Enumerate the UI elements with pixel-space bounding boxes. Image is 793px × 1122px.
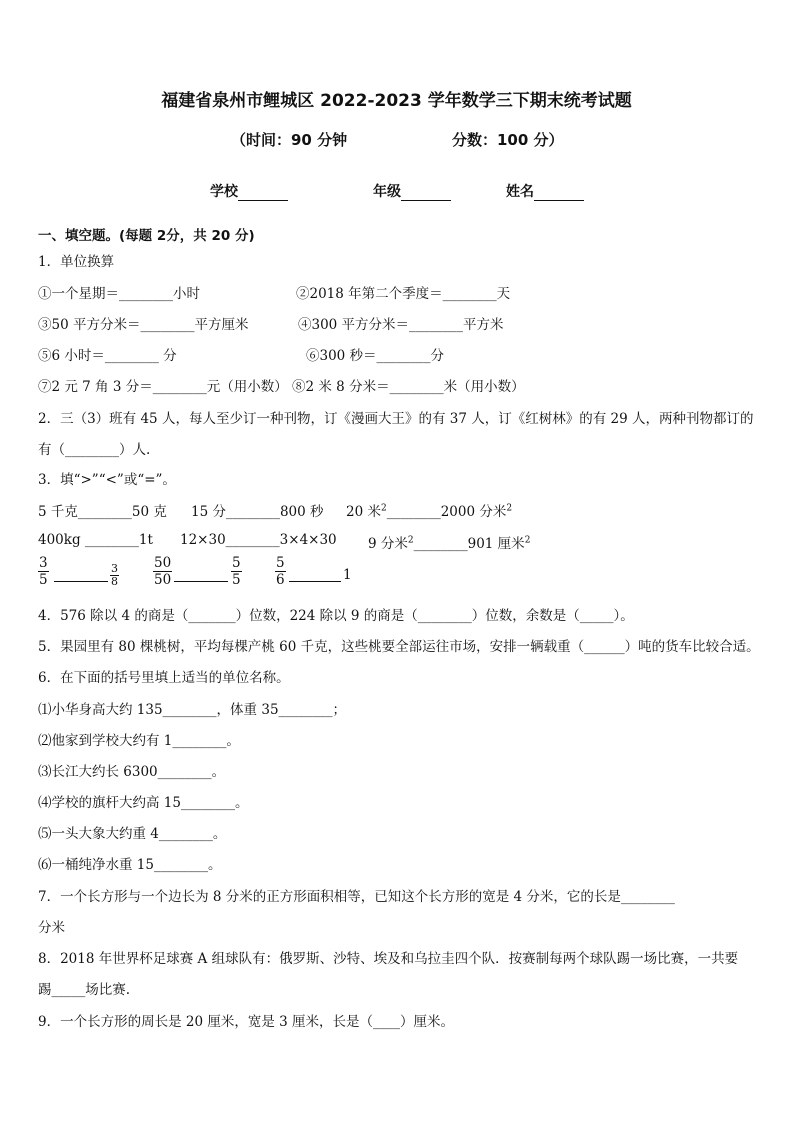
q3-compare-3-left: 20 米: [346, 504, 381, 520]
q3-compare-6-right: ________901 厘米: [413, 536, 525, 552]
numerator: 50: [154, 555, 172, 571]
fraction-50-50: [153, 555, 172, 588]
q3-compare-1: 5 千克________50 克: [38, 504, 167, 520]
numerator: 3: [111, 562, 118, 575]
q3-compare-6: [368, 532, 530, 552]
q3-compare-3-right: ________2000 分米: [386, 504, 507, 520]
q2-line-1: 2．三（3）班有 45 人，每人至少订一种刊物，订《漫画大王》的有 37 人，订《红树林》的有 29 人，两种刊物都订的: [38, 411, 754, 427]
section-heading: 一、填空题。(每题 2分，共 20 分): [38, 228, 255, 244]
q6-item-2: ⑵他家到学校大约有 1________。: [38, 733, 240, 749]
q9: 9．一个长方形的周长是 20 厘米，宽是 3 厘米，长是（____）厘米。: [38, 1014, 455, 1030]
answer-blank: [289, 581, 341, 582]
square-mark: 2: [506, 503, 513, 514]
q3-compare-3: [346, 500, 512, 520]
q1-item-3: ③50 平方分米＝________平方厘米: [38, 317, 249, 333]
numerator: 5: [232, 555, 241, 571]
answer-blank: [174, 581, 228, 582]
grade-field: [373, 181, 451, 201]
q6-item-4: ⑷学校的旗杆大约高 15________。: [38, 795, 249, 811]
q2-line-2: 有（________）人.: [38, 442, 151, 458]
school-label: 学校: [210, 184, 238, 200]
q5: 5．果园里有 80 棵桃树，平均每棵产桃 60 千克，这些桃要全部运往市场，安排一辆载重（______）吨的货车比较合适。: [38, 639, 760, 655]
q1-item-7-8: ⑦2 元 7 角 3 分＝________元（用小数） ⑧2 米 8 分米＝________米（用小数）: [38, 379, 525, 395]
denominator: 50: [154, 572, 172, 588]
square-mark: 2: [524, 535, 531, 546]
exam-time: （时间：90 分钟: [231, 131, 348, 149]
name-field: [506, 181, 584, 201]
fraction-5-5: [231, 555, 242, 588]
fraction-3-5: [38, 555, 49, 588]
q3-compare-4: 400kg ________1t: [38, 532, 153, 548]
q7-line-1: 7．一个长方形与一个边长为 8 分米的正方形面积相等，已知这个长方形的宽是 4 分米，它的长是________: [38, 889, 675, 905]
q1-item-6: ⑥300 秒＝________分: [306, 348, 445, 364]
numerator: 3: [39, 555, 48, 571]
denominator: 8: [111, 575, 118, 588]
q3-title: 3．填“>”“<”或“=”。: [38, 472, 176, 488]
q3-compare-6-left: 9 分米: [368, 536, 408, 552]
q6-item-5: ⑸一头大象大约重 4________。: [38, 826, 227, 842]
q1-item-4: ④300 平方分米＝________平方米: [298, 317, 504, 333]
numerator: 5: [276, 555, 285, 571]
q1-item-5: ⑤6 小时＝________ 分: [38, 348, 177, 364]
q1-title: 1．单位换算: [38, 254, 115, 270]
grade-label: 年级: [373, 184, 401, 200]
denominator: 5: [232, 572, 241, 588]
q6-title: 6．在下面的括号里填上适当的单位名称。: [38, 670, 290, 686]
denominator: 5: [39, 572, 48, 588]
school-blank: [238, 186, 288, 201]
grade-blank: [401, 186, 451, 201]
fraction-5-6: [275, 555, 286, 588]
fraction-3-8: [110, 563, 119, 588]
denominator: 6: [276, 572, 285, 588]
answer-blank: [54, 581, 108, 582]
q1-item-1: ①一个星期＝________小时: [38, 286, 200, 302]
name-blank: [534, 186, 584, 201]
q3-compare-5: 12×30________3×4×30: [180, 532, 337, 548]
q3-compare-2: 15 分________800 秒: [191, 504, 324, 520]
q6-item-3: ⑶长江大约长 6300________。: [38, 764, 226, 780]
name-label: 姓名: [506, 184, 534, 200]
q8-line-2: 踢_____场比赛.: [38, 982, 131, 998]
q8-line-1: 8．2018 年世界杯足球赛 A 组球队有：俄罗斯、沙特、埃及和乌拉圭四个队．按赛制每两个球队踢一场比赛，一共要: [38, 951, 739, 967]
q7-line-2: 分米: [38, 920, 65, 936]
q1-item-2: ②2018 年第二个季度＝________天: [296, 286, 511, 302]
exam-score: 分数：100 分）: [452, 131, 564, 149]
school-field: [210, 181, 288, 201]
q6-item-1: ⑴小华身高大约 135________，体重 35________；: [38, 702, 347, 718]
q6-item-6: ⑹一桶纯净水重 15________。: [38, 857, 222, 873]
number-one: 1: [343, 567, 352, 583]
q4: 4．576 除以 4 的商是（_______）位数，224 除以 9 的商是（________）位数，余数是（_____）。: [38, 608, 634, 624]
square-mark: 2: [380, 503, 387, 514]
page-title: 福建省泉州市鲤城区 2022-2023 学年数学三下期末统考试题: [161, 91, 632, 111]
square-mark: 2: [407, 535, 414, 546]
